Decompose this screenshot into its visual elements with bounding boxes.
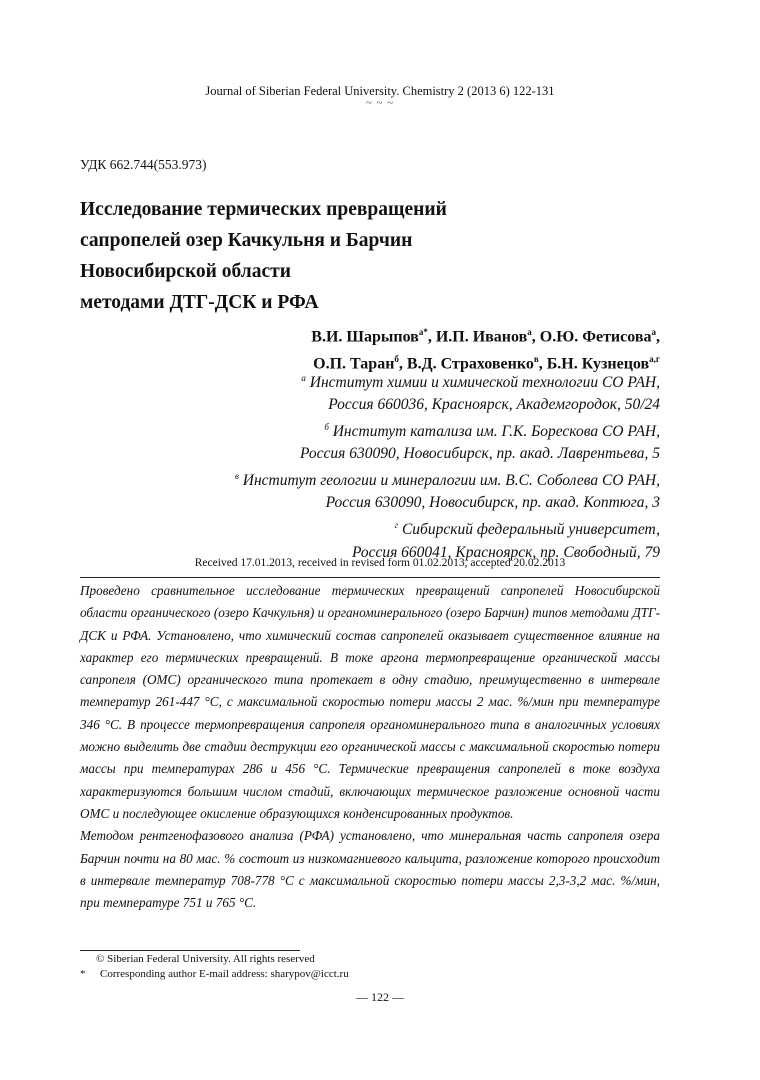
- footnote-star: *: [80, 968, 86, 980]
- affiliation-line: [235, 465, 660, 492]
- affiliation-mark: а: [301, 373, 306, 383]
- article-title: [80, 194, 447, 318]
- received-dates: Received 17.01.2013, received in revised form 01.02.2013, accepted 20.02.2013: [194, 557, 566, 569]
- author-name: В.Д. Страховенко: [406, 355, 534, 373]
- affiliation-line: [235, 416, 660, 443]
- affiliation-address: Россия 660036, Красноярск, Академгородок, 50/24: [328, 396, 660, 414]
- affiliation-line: [235, 367, 660, 394]
- udk-code: УДК 662.744(553.973): [80, 157, 207, 172]
- author-sep: ,: [398, 355, 407, 373]
- author-affil-mark: в: [533, 354, 539, 365]
- author-sep: ,: [538, 355, 547, 373]
- author-sep: ,: [656, 328, 660, 346]
- author-name: И.П. Иванов: [435, 328, 528, 346]
- affiliation-institute: Институт геологии и минералогии им. В.С. Соболева СО РАН,: [242, 472, 660, 490]
- author-name: О.Ю. Фетисова: [539, 328, 652, 346]
- title-line: Новосибирской области: [80, 261, 291, 282]
- author-affil-mark: а: [527, 327, 532, 337]
- author-affil-mark: а,г: [649, 354, 660, 365]
- abstract-paragraph: Методом рентгенофазового анализа (РФА) установлено, что минеральная часть сапропеля озера Барчин почти на 80 мас. % состоит из низкомагниевого кальцита, разложение которого происходит в интервале температур 708-778 °С с максимальной скоростью потери массы 2,3-3,2 мас. %/мин, при температуре 751 и 765 °С.: [80, 828, 660, 911]
- journal-header: Journal of Siberian Federal University. Chemistry 2 (2013 6) 122-131: [205, 84, 555, 98]
- affiliation-mark: г: [394, 520, 399, 531]
- title-line: сапропелей озер Качкульня и Барчин: [80, 230, 413, 251]
- author-sep: ,: [427, 328, 436, 346]
- title-line: Исследование термических превращений: [80, 199, 447, 220]
- affiliation-line: [235, 514, 660, 541]
- author-name: В.И. Шарыпов: [311, 328, 419, 346]
- author-line: [311, 321, 660, 348]
- affiliation-address: Россия 630090, Новосибирск, пр. акад. Лаврентьева, 5: [299, 445, 660, 463]
- author-affil-mark: б: [394, 354, 399, 365]
- page-number: — 122 —: [356, 990, 404, 1004]
- author-affil-mark: а: [651, 327, 656, 337]
- affiliation-address: Россия 630090, Новосибирск, пр. акад. Коптюга, 3: [325, 494, 660, 512]
- footnote-divider: [80, 950, 300, 951]
- author-name: О.П. Таран: [313, 355, 395, 373]
- corresponding-footnote: [80, 968, 349, 980]
- affiliation-institute: Институт катализа им. Г.К. Борескова СО РАН,: [332, 423, 660, 441]
- affiliation-mark: в: [234, 471, 239, 482]
- title-line: методами ДТГ-ДСК и РФА: [80, 292, 319, 313]
- author-name: Б.Н. Кузнецов: [546, 355, 650, 373]
- abstract: [80, 580, 660, 914]
- corresponding-email: Corresponding author E-mail address: sharypov@icct.ru: [100, 968, 349, 980]
- header-ornament: ~ ~ ~: [365, 97, 395, 109]
- affiliation-address: Россия 660041, Красноярск, пр. Свободный, 79: [351, 543, 660, 561]
- author-affil-mark: а*: [418, 327, 428, 337]
- affiliation-list: [235, 367, 660, 564]
- affiliation-institute: Институт химии и химической технологии СО РАН,: [309, 374, 660, 392]
- abstract-paragraph: Проведено сравнительное исследование термических превращений сапропелей Новосибирской области органического (озеро Качкульня) и органоминерального (озеро Барчин) типов методами ДТГ-ДСК и РФА. Установлено, что химический состав сапропелей оказывает существенное влияние на характер его термических превращений. В токе аргона термопревращение органической массы сапропеля (ОМС) органического типа протекает в одну стадию, преимущественно в интервале температур 261-447 °С, с максимальной скоростью потери массы 2 мас. %/мин при температуре 346 °С. В процессе термопревращения сапропеля органоминерального типа в аналогичных условиях можно выделить две стадии деструкции его органической массы с максимальной скоростью потери массы при температурах 286 и 456 °С. Термические превращения сапропелей в токе воздуха характеризуются большим числом стадий, включающих термическое разложение основной части ОМС и последующее окисление образующихся конденсированных продуктов.: [80, 583, 660, 821]
- copyright-footnote: © Siberian Federal University. All rights reserved: [96, 953, 315, 965]
- affiliation-institute: Сибирский федеральный университет,: [401, 521, 660, 539]
- affiliation-mark: б: [324, 422, 329, 433]
- author-sep: ,: [531, 328, 540, 346]
- abstract-divider: [80, 577, 660, 578]
